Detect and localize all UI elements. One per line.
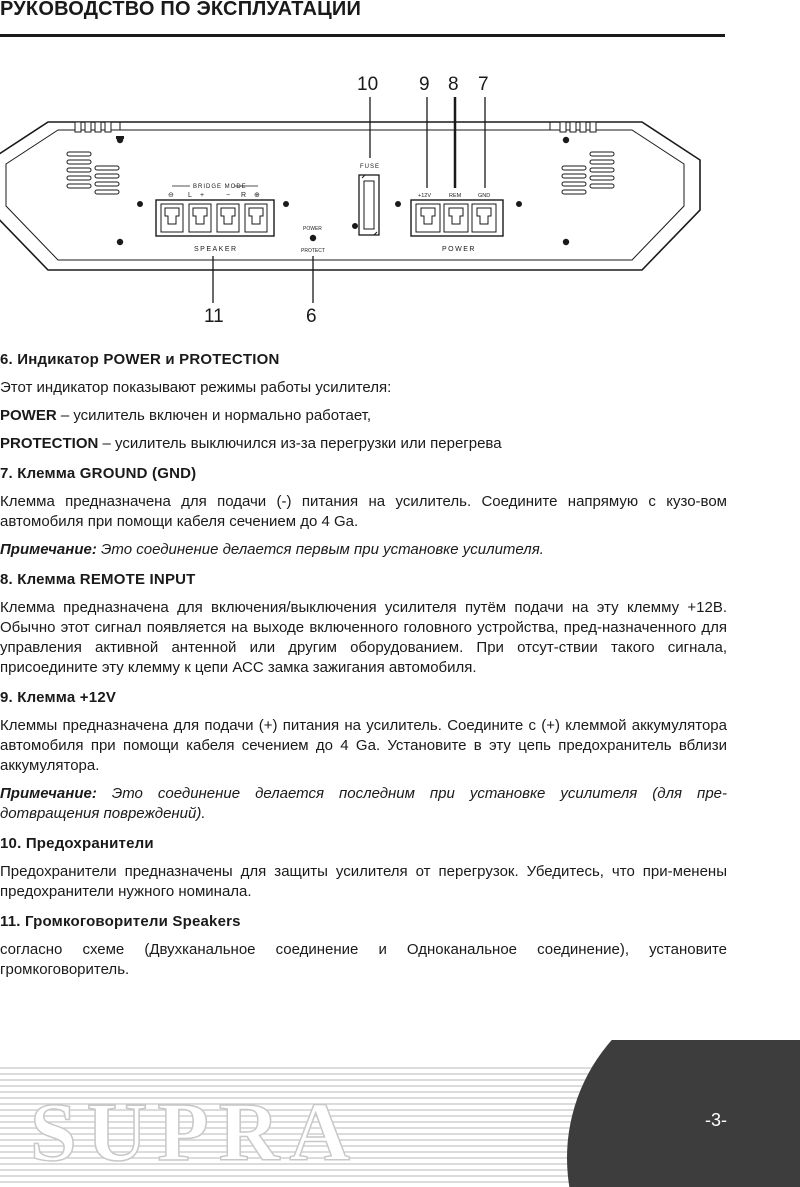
section-6-title: 6. Индикатор POWER и PROTECTION xyxy=(0,351,280,368)
amplifier-chassis xyxy=(0,122,700,270)
page-footer xyxy=(0,1040,800,1187)
callout-10: 10 xyxy=(357,74,379,95)
led-icon xyxy=(310,235,316,241)
power-terminal-block xyxy=(411,193,503,253)
note-label: Примечание: xyxy=(0,541,97,558)
note-text: Это соединение делается последним при установке усилителя (для пре-дотвращения повреждений). xyxy=(0,785,727,822)
section-10 xyxy=(0,834,727,902)
bridge-mode-label: BRIDGE MODE xyxy=(193,184,247,190)
right-vent-slots xyxy=(562,152,614,194)
section-8 xyxy=(0,570,727,678)
speaker-terminal-block xyxy=(156,184,274,253)
led-protect-label: PROTECT xyxy=(301,248,325,254)
section-9 xyxy=(0,688,727,824)
power-protect-led xyxy=(301,226,325,254)
bridge-minus-left-icon: ⊖ xyxy=(168,192,174,199)
bridge-l-label: L xyxy=(188,192,192,199)
callout-11: 11 xyxy=(204,306,224,327)
amplifier-diagram xyxy=(0,60,800,350)
callout-8: 8 xyxy=(448,74,459,95)
note-text: Это соединение делается первым при установке усилителя. xyxy=(96,541,544,558)
terminal-gnd-label: GND xyxy=(478,193,491,199)
section-7-title: 7. Клемма GROUND (GND) xyxy=(0,465,197,482)
page-number: -3- xyxy=(705,1110,727,1130)
note-label: Примечание: xyxy=(0,785,97,802)
section-6-intro: Этот индикатор показывают режимы работы усилителя: xyxy=(0,379,392,396)
power-term: POWER xyxy=(0,407,57,424)
section-7 xyxy=(0,464,727,560)
section-6-power-line xyxy=(0,406,727,426)
section-11-title: 11. Громкоговорители Speakers xyxy=(0,913,241,930)
led-power-label: POWER xyxy=(303,226,322,232)
section-7-text: Клемма предназначена для подачи (-) питания на усилитель. Соедините напрямую с кузо-вом автомобиля при помощи кабеля сечением до 4 Ga. xyxy=(0,493,727,530)
page-title: РУКОВОДСТВО ПО ЭКСПЛУАТАЦИИ xyxy=(0,0,362,20)
section-9-title: 9. Клемма +12V xyxy=(0,689,117,706)
left-vent-slots xyxy=(67,152,119,194)
section-9-text: Клеммы предназначена для подачи (+) питания на усилитель. Соедините с (+) клеммой аккумулятора автомобиля при помощи кабеля сечением до 4 Ga. Установите в эту цепь предохранитель вблизи аккумулятора. xyxy=(0,717,727,774)
callout-9: 9 xyxy=(419,74,430,95)
section-11-text: согласно схеме (Двухканальное соединение и Одноканальное соединение), установите громкоговоритель. xyxy=(0,941,727,978)
bridge-r-label: R xyxy=(241,192,247,199)
section-7-note xyxy=(0,540,727,560)
section-9-note xyxy=(0,784,727,824)
brand-watermark: SUPRA xyxy=(30,1086,361,1179)
power-description: – усилитель включен и нормально работает, xyxy=(56,407,372,424)
terminal-12v-label: +12V xyxy=(418,193,431,199)
power-label: POWER xyxy=(442,246,476,253)
protection-term: PROTECTION xyxy=(0,435,99,452)
manual-content xyxy=(0,350,727,990)
section-6 xyxy=(0,350,727,454)
section-8-text: Клемма предназначена для включения/выключения усилителя путём подачи на эту клемму +12В. Обычно этот сигнал появляется на выходе включенного головного устройства, пред-назначенного для управления активной антенной или другим оборудованием. При отсут-ствии такого сигнала, присоедините эту клемму к цепи АСС замка зажигания автомобиля. xyxy=(0,599,727,676)
fuse-holder xyxy=(359,164,380,235)
fuse-label: FUSE xyxy=(360,164,381,170)
section-10-text: Предохранители предназначены для защиты усилителя от перегрузок. Убедитесь, что при-менены предохранители нужного номинала. xyxy=(0,863,727,900)
bridge-minus-label: − xyxy=(226,192,231,199)
callout-6: 6 xyxy=(306,306,317,327)
section-6-protection-line xyxy=(0,434,727,454)
callout-7: 7 xyxy=(478,74,489,95)
speaker-label: SPEAKER xyxy=(194,246,238,253)
terminal-rem-label: REM xyxy=(449,193,462,199)
bridge-plus-right-icon: ⊕ xyxy=(254,192,260,199)
header-divider xyxy=(0,34,725,37)
corner-circle xyxy=(567,1040,800,1187)
section-11 xyxy=(0,912,727,980)
section-10-title: 10. Предохранители xyxy=(0,835,154,852)
bridge-plus-label: + xyxy=(200,192,205,199)
section-8-title: 8. Клемма REMOTE INPUT xyxy=(0,571,196,588)
protection-description: – усилитель выключился из-за перегрузки или перегрева xyxy=(98,435,502,452)
